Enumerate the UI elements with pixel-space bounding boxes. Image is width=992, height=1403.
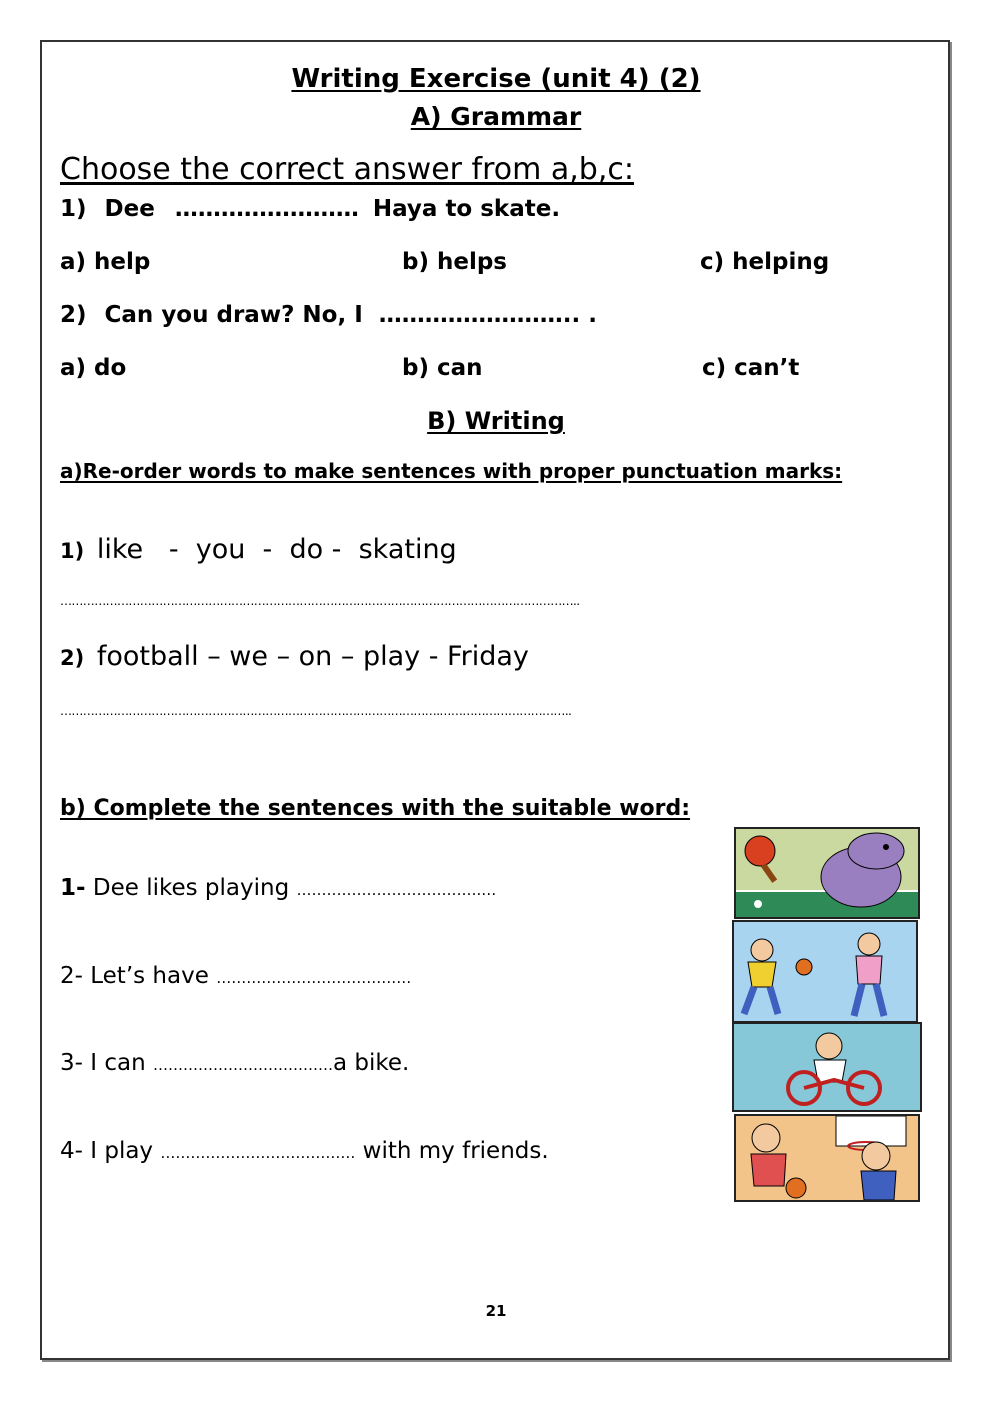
option-1c[interactable]: c) helping [700,249,830,275]
question-stem-end: Haya to skate. [372,196,561,222]
answer-blank[interactable]: ……………………………….… [296,881,497,899]
item-number: 2- [60,963,83,989]
complete-item-1 [60,875,496,901]
section-b-heading: B) Writing [427,407,565,435]
question-number: 2) [60,302,87,328]
basketball-girls-picture [732,920,918,1023]
question-1 [60,196,560,222]
question-number: 1) [60,196,87,222]
question-2 [60,302,597,328]
bike-boy-picture [732,1022,922,1112]
complete-instruction: b) Complete the sentences with the suitable word: [60,796,691,821]
reorder-instruction: a)Re-order words to make sentences with proper punctuation marks: [60,459,843,483]
option-2c[interactable]: c) can’t [702,355,800,381]
sentence-start: I play [82,1138,154,1164]
page-title: Writing Exercise (unit 4) (2) [291,64,701,94]
reorder-item-2 [60,641,529,672]
answer-blank[interactable]: ……………………………… [152,1056,333,1074]
item-number: 4- [60,1138,83,1164]
answer-line-1[interactable]: ……………………………………………………………………………………………………………………….. [60,594,580,608]
item-number: 3- [60,1050,83,1076]
option-1a[interactable]: a) help [60,249,151,275]
ping-pong-picture [734,827,920,919]
page-number: 21 [485,1302,507,1320]
question-stem: Can you draw? No, I [104,302,363,328]
item-number: 1- [60,875,86,901]
answer-line-2[interactable]: ……………………………………………………………………………………….…………………………….. [60,704,572,718]
answer-blank[interactable]: …………………….. . [378,302,598,328]
section-a-heading: A) Grammar [410,102,582,131]
jumbled-words: like - you - do - skating [96,534,457,565]
grammar-instruction: Choose the correct answer from a,b,c: [60,152,634,187]
jumbled-words: football – we – on – play - Friday [96,641,529,672]
sentence-start: I can [82,1050,146,1076]
answer-blank[interactable]: …………………… [174,196,359,222]
reorder-item-1 [60,534,457,565]
complete-item-3 [60,1050,409,1076]
answer-blank[interactable]: ………………………………… [160,1144,356,1162]
complete-item-2 [60,963,411,989]
option-1b[interactable]: b) helps [402,249,507,275]
option-2a[interactable]: a) do [60,355,127,381]
item-number: 2) [60,646,85,670]
basketball-boys-picture [734,1114,920,1202]
sentence-end: a bike. [332,1050,410,1076]
item-number: 1) [60,539,85,563]
sentence-end: with my friends. [355,1138,549,1164]
complete-item-4 [60,1138,549,1164]
option-2b[interactable]: b) can [402,355,483,381]
sentence-start: Let’s have [82,963,209,989]
sentence-start: Dee likes playing [85,875,290,901]
answer-blank[interactable]: ………………………………… [216,969,412,987]
question-stem: Dee [104,196,155,222]
